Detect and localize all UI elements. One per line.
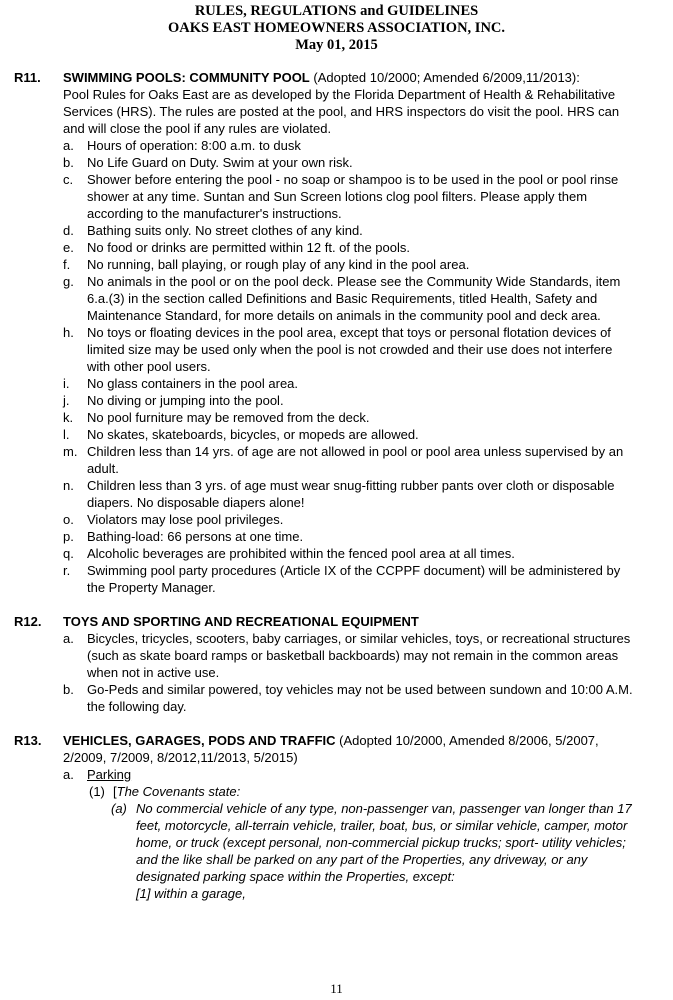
- sub-sub-item: [63, 800, 635, 885]
- section-number: R12.: [14, 614, 42, 629]
- item-letter: h.: [63, 325, 74, 340]
- item-letter: m.: [63, 444, 78, 459]
- list-item: [63, 681, 635, 715]
- item-letter: l.: [63, 427, 70, 442]
- list-item: [63, 630, 635, 681]
- item-text: No animals in the pool or on the pool deck. Please see the Community Wide Standards, item 6.a.(3) in the section called Definitions and Basic Requirements, titled Health, Safety and Maintenance Standard, for more details on animals in the community pool and deck area.: [87, 274, 621, 323]
- list-item: [63, 154, 635, 171]
- item-letter: f.: [63, 257, 71, 272]
- section-heading: [63, 732, 635, 766]
- sub-item: [63, 783, 635, 800]
- item-letter: p.: [63, 529, 74, 544]
- item-text: Children less than 3 yrs. of age must wear snug-fitting rubber pants over cloth or disposable diapers. No disposable diapers alone!: [87, 478, 615, 510]
- item-text: Bathing-load: 66 persons at one time.: [87, 529, 304, 544]
- list-item: [63, 409, 635, 426]
- section-title-note: (Adopted 10/2000, Amended 8/2006, 5/2007, 2/2009, 7/2009, 8/2012,11/2013, 5/2015): [63, 733, 599, 765]
- list-item: [63, 256, 635, 273]
- item-letter: j.: [63, 393, 70, 408]
- list-item: [63, 273, 635, 324]
- list-item: [63, 511, 635, 528]
- section-intro: Pool Rules for Oaks East are as developed by the Florida Department of Health & Rehabilitative Services (HRS). The rules are posted at the pool, and HRS inspectors do visit the pool. HRS can and will close the pool if any rules are violated.: [63, 87, 620, 136]
- item-text: Hours of operation: 8:00 a.m. to dusk: [87, 138, 301, 153]
- item-text: Bicycles, tricycles, scooters, baby carriages, or similar vehicles, toys, or recreational structures (such as skate board ramps or basketball backboards) may not remain in the common areas when not in active use.: [87, 631, 631, 680]
- sub-item-text: The Covenants state:: [116, 784, 241, 799]
- item-letter: b.: [63, 682, 74, 697]
- item-letter: b.: [63, 155, 74, 170]
- item-heading: Parking: [87, 767, 132, 782]
- item-letter: q.: [63, 546, 74, 561]
- list-item: [63, 137, 635, 154]
- list-item: [63, 766, 635, 783]
- section-title-note: (Adopted 10/2000; Amended 6/2009,11/2013):: [309, 70, 580, 85]
- item-letter: r.: [63, 563, 71, 578]
- item-text: No pool furniture may be removed from the deck.: [87, 410, 370, 425]
- sub-sub-item-text: No commercial vehicle of any type, non-passenger van, passenger van longer than 17 feet, motorcycle, all-terrain vehicle, trailer, boat, bus, or similar vehicle, camper, motor home, or truck (except personal, non-commercial pickup trucks; sport- utility vehicles; and the like shall be parked on any part of the Properties, any driveway, or any designated parking space within the Properties, except:: [136, 801, 632, 884]
- list-item: [63, 528, 635, 545]
- item-letter: d.: [63, 223, 74, 238]
- list-item: [63, 392, 635, 409]
- sub-item-number: (1): [89, 784, 105, 799]
- list-item: [63, 324, 635, 375]
- item-letter: a.: [63, 631, 74, 646]
- rule-list: [63, 137, 635, 596]
- item-letter: a.: [63, 138, 74, 153]
- item-text: No diving or jumping into the pool.: [87, 393, 284, 408]
- section-r11: [0, 69, 673, 596]
- item-text: Shower before entering the pool - no soap or shampoo is to be used in the pool or pool rinse shower at any time. Suntan and Sun Screen lotions clog pool filters. Please apply them according to the manufacturer's instructions.: [87, 172, 619, 221]
- item-text: No food or drinks are permitted within 12 ft. of the pools.: [87, 240, 411, 255]
- list-item: [63, 477, 635, 511]
- list-item: [63, 171, 635, 222]
- section-r13: [0, 732, 673, 902]
- item-text: Go-Peds and similar powered, toy vehicles may not be used between sundown and 10:00 A.M. the following day.: [87, 682, 633, 714]
- section-title: TOYS AND SPORTING AND RECREATIONAL EQUIPMENT: [63, 614, 419, 629]
- list-item: [63, 545, 635, 562]
- item-text: Swimming pool party procedures (Article IX of the CCPPF document) will be administered by the Property Manager.: [87, 563, 621, 595]
- header-date: May 01, 2015: [295, 37, 378, 53]
- section-title: SWIMMING POOLS: COMMUNITY POOL: [63, 70, 310, 85]
- item-text: No running, ball playing, or rough play of any kind in the pool area.: [87, 257, 470, 272]
- item-text: Violators may lose pool privileges.: [87, 512, 284, 527]
- section-number: R13.: [14, 733, 42, 748]
- list-item: [63, 239, 635, 256]
- item-text: Alcoholic beverages are prohibited within the fenced pool area at all times.: [87, 546, 515, 561]
- item-letter: c.: [63, 172, 74, 187]
- sub-item-bracket: [: [113, 784, 117, 799]
- header-association: OAKS EAST HOMEOWNERS ASSOCIATION, INC.: [167, 20, 506, 36]
- item-letter: e.: [63, 240, 74, 255]
- document-body: [0, 69, 673, 902]
- page-number: 11: [330, 981, 343, 996]
- item-text: No toys or floating devices in the pool area, except that toys or personal flotation devices of limited size may be used only when the pool is not crowded and their use does not interfere with other pool users.: [87, 325, 613, 374]
- header-title: RULES, REGULATIONS and GUIDELINES: [194, 3, 479, 19]
- document-header: [0, 3, 673, 54]
- list-item: [63, 562, 635, 596]
- section-r12: [0, 613, 673, 715]
- item-letter: n.: [63, 478, 74, 493]
- list-item: [63, 426, 635, 443]
- item-text: Bathing suits only. No street clothes of any kind.: [87, 223, 363, 238]
- list-item: [63, 443, 635, 477]
- section-title: VEHICLES, GARAGES, PODS AND TRAFFIC: [63, 733, 336, 748]
- item-letter: g.: [63, 274, 74, 289]
- sub-sub-item-number: (a): [111, 801, 127, 816]
- section-number: R11.: [14, 70, 41, 85]
- item-text: No skates, skateboards, bicycles, or mopeds are allowed.: [87, 427, 419, 442]
- item-text: No Life Guard on Duty. Swim at your own risk.: [87, 155, 353, 170]
- item-letter: o.: [63, 512, 74, 527]
- item-text: Children less than 14 yrs. of age are not allowed in pool or pool area unless supervised by an adult.: [87, 444, 624, 476]
- list-item: [63, 222, 635, 239]
- sub-sub-sub-item: [63, 885, 635, 902]
- item-text: No glass containers in the pool area.: [87, 376, 299, 391]
- item-letter: i.: [63, 376, 70, 391]
- list-item: [63, 375, 635, 392]
- item-letter: k.: [63, 410, 74, 425]
- sub-sub-sub-item-text: [1] within a garage,: [136, 886, 246, 901]
- rule-list: [63, 630, 635, 715]
- section-heading: [63, 69, 635, 86]
- item-letter: a.: [63, 767, 74, 782]
